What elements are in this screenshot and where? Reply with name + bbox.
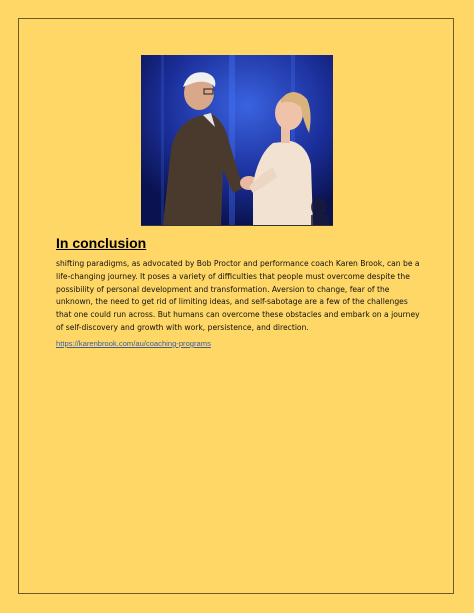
conclusion-paragraph: shifting paradigms, as advocated by Bob Proctor and performance coach Karen Brook, can be a life-changing journey. It poses a variety of difficulties that people must overcome despite the possibility of personal development and transformation. Aversion to change, fear of the unknown, the need to get rid of limiting ideas, and self-sabotage are a few of the challenges that one could run across. But humans can overcome these obstacles and embark on a journey of self-discovery and growth with work, persistence, and direction. xyxy=(56,259,420,332)
handshake-photo xyxy=(141,55,333,225)
coaching-programs-link[interactable]: https://karenbrook.com/au/coaching-programs xyxy=(56,339,211,348)
handshake-illustration xyxy=(141,55,333,225)
section-heading: In conclusion xyxy=(56,235,147,251)
